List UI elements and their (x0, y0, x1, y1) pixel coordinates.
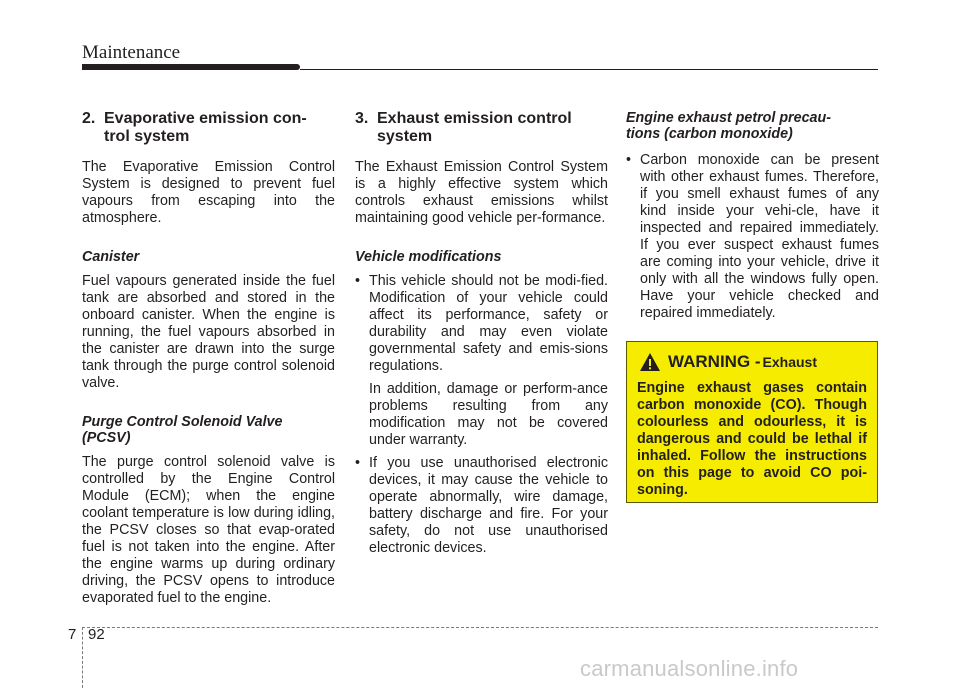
section-heading-evaporative (82, 110, 335, 146)
modifications-heading: Vehicle modifications (355, 249, 502, 265)
header-bar-thick (82, 64, 300, 70)
warning-text: Engine exhaust gases contain carbon monoxide (CO). Though colourless and odourless, it is dangerous and could be lethal if inhaled. Follow the instructions on this page to avoid CO poi-soning. (637, 380, 867, 498)
list-item (355, 455, 608, 557)
section-heading-exhaust (355, 110, 608, 146)
column-exhaust (355, 110, 608, 563)
bullet-text: This vehicle should not be modi-fied. Modification of your vehicle could affect its performance, safety or durability and may even violate governmental safety and emis-sions regulations. (369, 273, 608, 374)
bullet-text: If you use unauthorised electronic devices, it may cause the vehicle to operate abnormally, wire damage, battery discharge and fire. For your safety, do not use unauthorised electronic devices. (369, 455, 608, 556)
bullet-icon: • (626, 152, 632, 168)
bullet-text: Carbon monoxide can be present with other exhaust fumes. Therefore, if you smell exhaust fumes of any kind inside your vehi-cle, have it inspected and repaired immediately. If you ever suspect exhaust fumes are coming into your vehicle, drive it only with all the windows fully open. Have your vehicle checked and repaired immediately. (640, 152, 879, 321)
section-number: 2. (82, 110, 96, 127)
evaporative-intro: The Evaporative Emission Control System is designed to prevent fuel vapours from escaping into the atmosphere. (82, 159, 335, 226)
footer-vertical-divider (82, 627, 83, 688)
warning-box (626, 341, 878, 503)
precautions-heading: Engine exhaust petrol precau- tions (carbon monoxide) (626, 110, 831, 142)
bullet-icon: • (355, 273, 361, 289)
precautions-list (626, 152, 879, 322)
watermark: carmanualsonline.info (580, 656, 799, 681)
bullet-icon: • (355, 455, 361, 471)
page-header-title: Maintenance (82, 42, 181, 63)
pcsv-text: The purge control solenoid valve is controlled by the Engine Control Module (ECM); when the engine coolant temperature is low during idling, the PCSV closes so that evap-orated fuel is not taken into the engine. After the engine warms up during ordinary driving, the PCSV opens to introduce evaporated fuel to the engine. (82, 454, 335, 606)
pcsv-heading: Purge Control Solenoid Valve (PCSV) (82, 414, 283, 446)
chapter-number: 7 (68, 626, 77, 643)
list-item (355, 273, 608, 449)
bullet-extra-text: In addition, damage or perform-ance problems resulting from any modification may not be covered under warranty. (369, 381, 608, 448)
footer-divider (82, 627, 878, 628)
section-number: 3. (355, 110, 369, 127)
warning-header (639, 352, 867, 372)
list-item (626, 152, 879, 322)
warning-label: WARNING - (668, 352, 761, 371)
header-bar-thin (300, 69, 878, 70)
modifications-list (355, 273, 608, 557)
warning-subject: Exhaust (762, 354, 818, 370)
page-number: 92 (88, 626, 105, 643)
warning-triangle-icon (639, 352, 661, 372)
canister-heading: Canister (82, 249, 140, 265)
exhaust-intro: The Exhaust Emission Control System is a highly effective system which controls exhaust emissions whilst maintaining good vehicle per-formance. (355, 159, 608, 226)
section-title: Evaporative emission con- trol system (104, 110, 307, 145)
section-title: Exhaust emission control system (377, 110, 572, 145)
canister-text: Fuel vapours generated inside the fuel tank are absorbed and stored in the onboard canister. When the engine is running, the fuel vapours absorbed in the canister are drawn into the surge tank through the purge control solenoid valve. (82, 273, 335, 391)
column-precautions (626, 110, 879, 328)
column-evaporative (82, 110, 335, 607)
